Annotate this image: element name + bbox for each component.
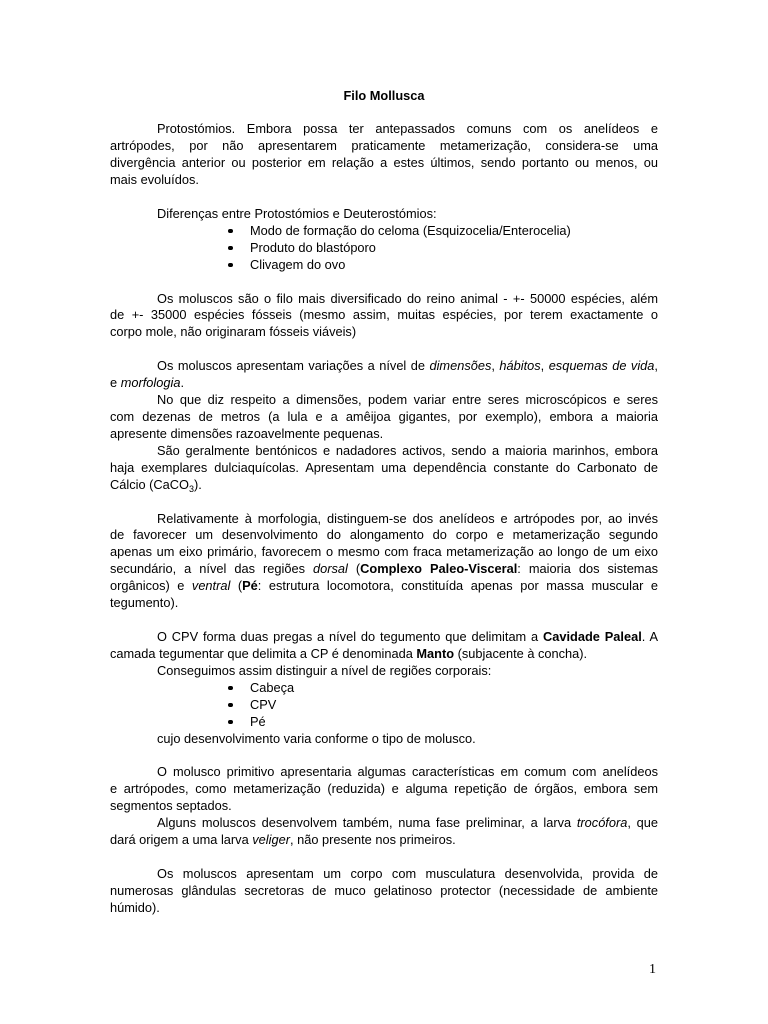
text-run: O molusco primitivo apresentaria algumas características em comum com anelídeos: [157, 764, 658, 780]
text-run: artrópodes, por não apresentarem praticamente metamerização, considera-se uma: [110, 138, 658, 154]
text-run: (subjacente à concha).: [454, 645, 588, 661]
text-line: [110, 815, 658, 832]
document-section: [110, 764, 658, 849]
bold-term: Complexo Paleo-Visceral: [360, 561, 518, 577]
text-run: secundário, a nível das regiões: [110, 561, 313, 577]
text-run: apresente dimensões razoavelmente pequenas.: [110, 425, 384, 441]
list-item: [110, 257, 658, 274]
text-run: Relativamente à morfologia, distinguem-se dos anelídeos e artrópodes por, ao invés: [157, 510, 658, 526]
paragraph: [110, 358, 658, 392]
document-section: [110, 629, 658, 747]
paragraph: [110, 663, 658, 680]
document-section: [110, 206, 658, 274]
bullet-icon: [228, 246, 233, 251]
bullet-icon: [228, 720, 233, 725]
text-run: : estrutura locomotora, constituída apenas por massa muscular e: [257, 578, 658, 594]
document-page: [110, 88, 658, 917]
list-item-text: Modo de formação do celoma (Esquizocelia/Enterocelia): [250, 222, 571, 238]
text-run: . A: [641, 629, 658, 644]
list-item: [110, 714, 658, 731]
text-line: [110, 595, 658, 612]
bold-term: Cavidade Paleal: [543, 629, 642, 644]
text-line: [110, 324, 658, 341]
text-run: Conseguimos assim distinguir a nível de regiões corporais:: [157, 662, 492, 678]
paragraph: [110, 815, 658, 849]
italic-term: dimensões: [429, 358, 492, 374]
document-title: Filo Mollusca: [343, 87, 425, 103]
text-run: tegumento).: [110, 595, 179, 611]
text-run: e artrópodes, como metamerização (reduzida) e alguma repetição de órgãos, embora sem: [110, 781, 658, 797]
text-run: : maioria dos sistemas: [517, 561, 658, 577]
document-section: [110, 291, 658, 342]
paragraph: [110, 392, 658, 443]
text-run: e: [110, 375, 121, 391]
text-line: [110, 392, 658, 409]
text-line: [110, 307, 658, 324]
text-line: [110, 883, 658, 900]
document-section: [110, 511, 658, 613]
text-line: [110, 900, 658, 917]
text-line: [110, 731, 658, 748]
bullet-list: [110, 680, 658, 731]
paragraph: [110, 731, 658, 748]
text-line: [110, 138, 658, 155]
text-line: [110, 443, 658, 460]
text-run: ).: [193, 476, 202, 492]
text-line: [110, 155, 658, 172]
document-section: [110, 121, 658, 189]
text-run: , não presente nos primeiros.: [289, 832, 456, 848]
text-run: de +- 35000 espécies fósseis (mesmo assim, muitas espécies, por terem exactamente o: [110, 307, 658, 323]
text-run: de favorecer um desenvolvimento do alongamento do corpo e metamerização segundo: [110, 527, 658, 543]
list-item: [110, 240, 658, 257]
text-run: , que: [627, 815, 658, 831]
text-line: [110, 477, 658, 494]
paragraph: [110, 121, 658, 189]
text-run: .: [180, 375, 184, 391]
text-run: com dezenas de metros (a lula e a amêijoa gigantes, por exemplo), embora a maioria: [110, 409, 658, 425]
text-run: ,: [540, 358, 549, 374]
text-line: [110, 646, 658, 663]
list-item: [110, 697, 658, 714]
text-line: [110, 206, 658, 223]
text-line: [110, 663, 658, 680]
text-line: [110, 121, 658, 138]
text-line: [110, 866, 658, 883]
text-run: Os moluscos apresentam um corpo com musculatura desenvolvida, provida de: [157, 865, 658, 881]
subscript: 3: [188, 483, 194, 494]
bullet-icon: [228, 703, 233, 708]
paragraph: [110, 866, 658, 917]
text-run: Cálcio (CaCO: [110, 476, 189, 492]
text-run: Alguns moluscos desenvolvem também, numa fase preliminar, a larva: [157, 815, 577, 831]
text-line: [110, 291, 658, 308]
text-run: (: [347, 561, 361, 577]
text-run: O CPV forma duas pregas a nível do tegumento que delimitam a: [157, 629, 544, 644]
text-line: [110, 426, 658, 443]
text-run: (: [230, 578, 243, 594]
text-run: húmido).: [110, 899, 160, 915]
bullet-icon: [228, 686, 233, 691]
text-line: [110, 172, 658, 189]
text-run: São geralmente bentónicos e nadadores activos, sendo a maioria marinhos, embora: [157, 442, 658, 458]
text-run: corpo mole, não originaram fósseis viáveis): [110, 324, 357, 340]
text-line: [110, 375, 658, 392]
text-line: [110, 527, 658, 544]
text-line: [110, 781, 658, 798]
italic-term: morfologia: [120, 375, 181, 391]
italic-term: dorsal: [313, 561, 348, 577]
text-run: Diferenças entre Protostómios e Deuterostómios:: [157, 205, 437, 221]
list-item-text: Cabeça: [250, 679, 295, 695]
italic-term: ventral: [191, 578, 231, 594]
list-item: [110, 223, 658, 240]
text-run: ,: [491, 358, 500, 374]
page-number: 1: [649, 962, 656, 977]
text-run: apenas um eixo primário, favorecem o mesmo com fraca metamerização ao longo de um eixo: [110, 544, 658, 560]
text-line: [110, 460, 658, 477]
list-item: [110, 680, 658, 697]
list-item-text: Clivagem do ovo: [250, 256, 346, 272]
paragraph: [110, 443, 658, 494]
text-line: [110, 629, 658, 646]
text-run: ,: [654, 358, 658, 374]
text-run: mais evoluídos.: [110, 172, 199, 188]
list-item-text: Produto do blastóporo: [250, 239, 376, 255]
text-run: camada tegumentar que delimita a CP é denominada: [110, 645, 417, 661]
list-item-text: CPV: [250, 696, 277, 712]
document-body: [110, 121, 658, 916]
bold-term: Manto: [416, 645, 455, 661]
text-run: haja exemplares dulciaquícolas. Apresentam uma dependência constante do Carbonato de: [110, 459, 658, 475]
text-run: Os moluscos apresentam variações a nível de: [157, 358, 430, 374]
text-line: [110, 764, 658, 781]
bullet-icon: [228, 229, 233, 234]
text-line: [110, 798, 658, 815]
text-line: [110, 544, 658, 561]
text-run: dará origem a uma larva: [110, 832, 253, 848]
document-section: [110, 358, 658, 493]
text-run: numerosas glândulas secretoras de muco gelatinoso protector (necessidade de ambiente: [110, 882, 658, 898]
bullet-icon: [228, 263, 233, 268]
paragraph: [110, 291, 658, 342]
italic-term: hábitos: [499, 358, 541, 374]
italic-term: veliger: [252, 832, 290, 848]
italic-term: trocófora: [576, 815, 628, 831]
text-run: Protostómios. Embora possa ter antepassados comuns com os anelídeos e: [157, 121, 658, 137]
text-run: No que diz respeito a dimensões, podem variar entre seres microscópicos e seres: [157, 392, 658, 408]
text-line: [110, 358, 658, 375]
italic-term: esquemas de vida: [548, 358, 655, 374]
bullet-list: [110, 223, 658, 274]
text-run: Os moluscos são o filo mais diversificado do reino animal - +- 50000 espécies, além: [157, 290, 658, 306]
paragraph: [110, 629, 658, 663]
text-run: orgânicos) e: [110, 578, 192, 594]
bold-term: Pé: [242, 578, 258, 594]
text-line: [110, 409, 658, 426]
paragraph: [110, 764, 658, 815]
text-line: [110, 511, 658, 528]
document-section: [110, 866, 658, 917]
text-run: segmentos septados.: [110, 798, 232, 814]
paragraph: [110, 206, 658, 223]
paragraph: [110, 511, 658, 613]
text-run: cujo desenvolvimento varia conforme o tipo de molusco.: [157, 730, 476, 746]
text-line: [110, 832, 658, 849]
text-line: [110, 578, 658, 595]
text-run: divergência anterior ou posterior em relação a estes últimos, sendo portanto ou menos, ou: [110, 155, 658, 171]
text-line: [110, 561, 658, 578]
list-item-text: Pé: [250, 713, 266, 729]
